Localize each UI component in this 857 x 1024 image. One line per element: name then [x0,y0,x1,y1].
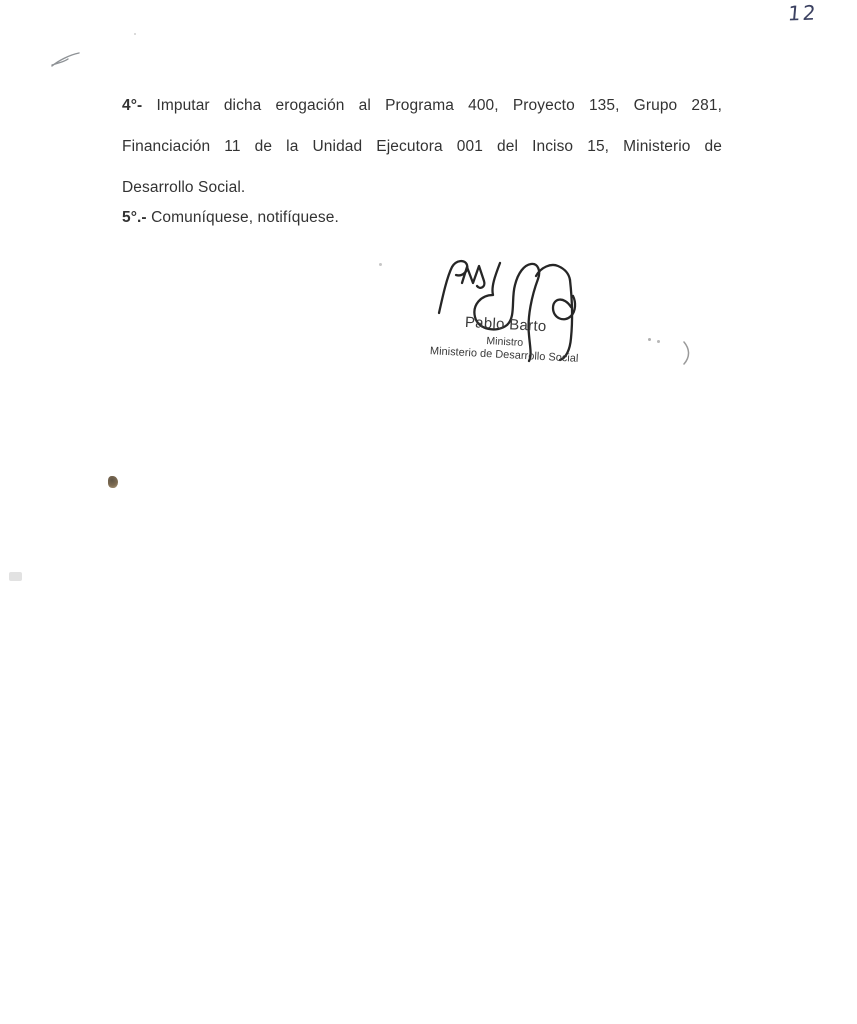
signature-block [414,311,596,365]
clause-5-paragraph [122,206,339,230]
signatory-organization: Ministerio de Desarrollo Social [429,345,579,365]
signatory-title: Ministro [486,335,524,349]
scan-dot-artifact [134,33,136,35]
scan-dot-artifact [648,338,651,341]
pen-stroke-artifact [48,50,84,72]
scan-dot-artifact [379,263,382,266]
scan-dot-artifact [657,340,660,343]
paper-speck-artifact [108,476,118,488]
clause-5-label: 5°.- [122,209,147,226]
clause-4-text-1: Imputar dicha erogación al Programa 400, Proyecto 135, Grupo 281, [156,97,722,114]
clause-4-line-3: Desarrollo Social. [122,179,246,196]
signatory-name: Pablo Barto [464,313,547,336]
scan-smudge-artifact [9,572,22,581]
handwritten-page-number: 12 [786,0,819,26]
clause-4-line-2: Financiación 11 de la Unidad Ejecutora 001 del Inciso 15, Ministerio de [122,138,722,155]
clause-4-label: 4°- [122,97,143,114]
clause-4-paragraph [122,85,722,208]
pen-curve-artifact [680,341,694,367]
clause-5-text: Comuníquese, notifíquese. [151,209,339,226]
clause-4-line-1 [122,85,722,126]
